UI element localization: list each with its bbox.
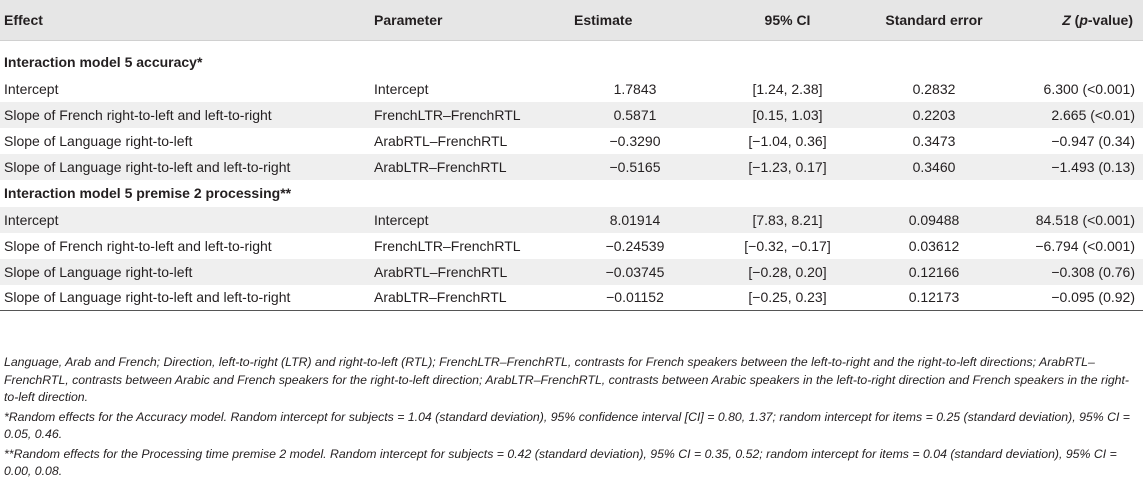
header-z-close: -value) <box>1087 11 1133 28</box>
table-footnotes <box>4 354 1139 483</box>
cell-parameter: ArabRTL–FrenchRTL <box>374 132 508 149</box>
header-parameter: Parameter <box>370 0 560 40</box>
cell-z: −0.308 (0.76) <box>1051 263 1135 280</box>
cell-effect: Intercept <box>4 80 59 97</box>
table-row <box>0 233 1143 259</box>
cell-estimate: 8.01914 <box>609 211 661 228</box>
cell-ci: [1.24, 2.38] <box>752 80 823 97</box>
cell-z: −6.794 (<0.001) <box>1035 237 1135 254</box>
cell-effect: Slope of French right-to-left and left-to-right <box>4 237 272 254</box>
cell-z: −0.095 (0.92) <box>1003 285 1143 311</box>
cell-effect: Slope of Language right-to-left <box>4 263 193 280</box>
cell-se: 0.12173 <box>865 285 1003 311</box>
header-effect: Effect <box>0 0 370 40</box>
header-estimate: Estimate <box>560 0 710 40</box>
footnote-abbreviations: Language, Arab and French; Direction, left-to-right (LTR) and right-to-left (RTL); FrenchLTR–FrenchRTL, contrasts for French speakers between the left-to-right and the right-to-left directions; ArabRTL–FrenchRTL, contrasts between Arabic and French speakers for the right-to-left direction; ArabLTR–FrenchRTL, contrasts between Arabic speakers in the left-to-right direction and French speakers in the right-to-left direction. <box>4 355 1130 404</box>
header-row <box>0 0 1143 40</box>
cell-z: −0.947 (0.34) <box>1051 132 1135 149</box>
table-row <box>0 76 1143 102</box>
header-z-p: p <box>1079 11 1088 28</box>
section-row-processing <box>0 180 1143 207</box>
cell-z: 84.518 (<0.001) <box>1035 211 1135 228</box>
cell-ci: [0.15, 1.03] <box>752 106 823 123</box>
cell-ci: [−1.04, 0.36] <box>748 132 827 149</box>
cell-effect: Slope of Language right-to-left and left-to-right <box>4 158 291 175</box>
section-title: Interaction model 5 premise 2 processing** <box>4 185 292 201</box>
cell-se: 0.2203 <box>912 106 956 123</box>
cell-estimate: 0.5871 <box>613 106 657 123</box>
table-row <box>0 102 1143 128</box>
cell-ci: [−1.23, 0.17] <box>748 158 827 175</box>
cell-effect: Slope of Language right-to-left and left-to-right <box>0 285 370 311</box>
cell-estimate: 1.7843 <box>613 80 657 97</box>
table-header <box>0 0 1143 40</box>
cell-parameter: FrenchLTR–FrenchRTL <box>374 237 521 254</box>
cell-parameter: Intercept <box>374 211 429 228</box>
cell-effect: Slope of French right-to-left and left-to-right <box>4 106 272 123</box>
header-standard-error: Standard error <box>865 0 1003 40</box>
cell-estimate: −0.3290 <box>609 132 661 149</box>
cell-se: 0.09488 <box>908 211 960 228</box>
cell-se: 0.03612 <box>908 237 960 254</box>
table-row <box>0 285 1143 311</box>
footnote-processing: **Random effects for the Processing time premise 2 model. Random intercept for subjects = 0.42 (standard deviation), 95% CI = 0.35, 0.52; random intercept for items = 0.04 (standard deviation), 95% CI = 0.00, 0.08. <box>4 446 1117 478</box>
footnote-accuracy: *Random effects for the Accuracy model. Random intercept for subjects = 1.04 (standard deviation), 95% confidence interval [CI] = 0.80, 1.37; random intercept for items = 0.25 (standard deviation), 95% CI = 0.05, 0.46. <box>4 409 1130 441</box>
table-row <box>0 259 1143 285</box>
header-z-pvalue <box>1003 0 1143 40</box>
cell-se: 0.12166 <box>908 263 960 280</box>
cell-ci: [−0.25, 0.23] <box>710 285 865 311</box>
cell-estimate: −0.03745 <box>605 263 665 280</box>
cell-effect: Intercept <box>4 211 59 228</box>
cell-se: 0.2832 <box>912 80 956 97</box>
cell-effect: Slope of Language right-to-left <box>4 132 193 149</box>
header-ci: 95% CI <box>710 0 865 40</box>
cell-parameter: FrenchLTR–FrenchRTL <box>374 106 521 123</box>
cell-se: 0.3473 <box>912 132 956 149</box>
cell-estimate: −0.5165 <box>609 158 661 175</box>
cell-parameter: ArabLTR–FrenchRTL <box>374 158 507 175</box>
cell-z: −1.493 (0.13) <box>1051 158 1135 175</box>
cell-ci: [7.83, 8.21] <box>752 211 823 228</box>
table-row <box>0 128 1143 154</box>
cell-ci: [−0.32, −0.17] <box>744 237 831 254</box>
table-row <box>0 154 1143 180</box>
section-title: Interaction model 5 accuracy* <box>4 54 203 70</box>
cell-parameter: ArabLTR–FrenchRTL <box>370 285 560 311</box>
table-body <box>0 40 1143 311</box>
header-z-letter: Z <box>1062 11 1071 28</box>
cell-ci: [−0.28, 0.20] <box>748 263 827 280</box>
cell-estimate: −0.01152 <box>560 285 710 311</box>
header-z-open: ( <box>1070 11 1080 28</box>
cell-z: 2.665 (<0.01) <box>1051 106 1135 123</box>
cell-se: 0.3460 <box>912 158 956 175</box>
cell-parameter: ArabRTL–FrenchRTL <box>374 263 508 280</box>
cell-parameter: Intercept <box>374 80 429 97</box>
table-row <box>0 207 1143 233</box>
cell-z: 6.300 (<0.001) <box>1043 80 1135 97</box>
section-row-accuracy <box>0 40 1143 76</box>
cell-estimate: −0.24539 <box>605 237 665 254</box>
